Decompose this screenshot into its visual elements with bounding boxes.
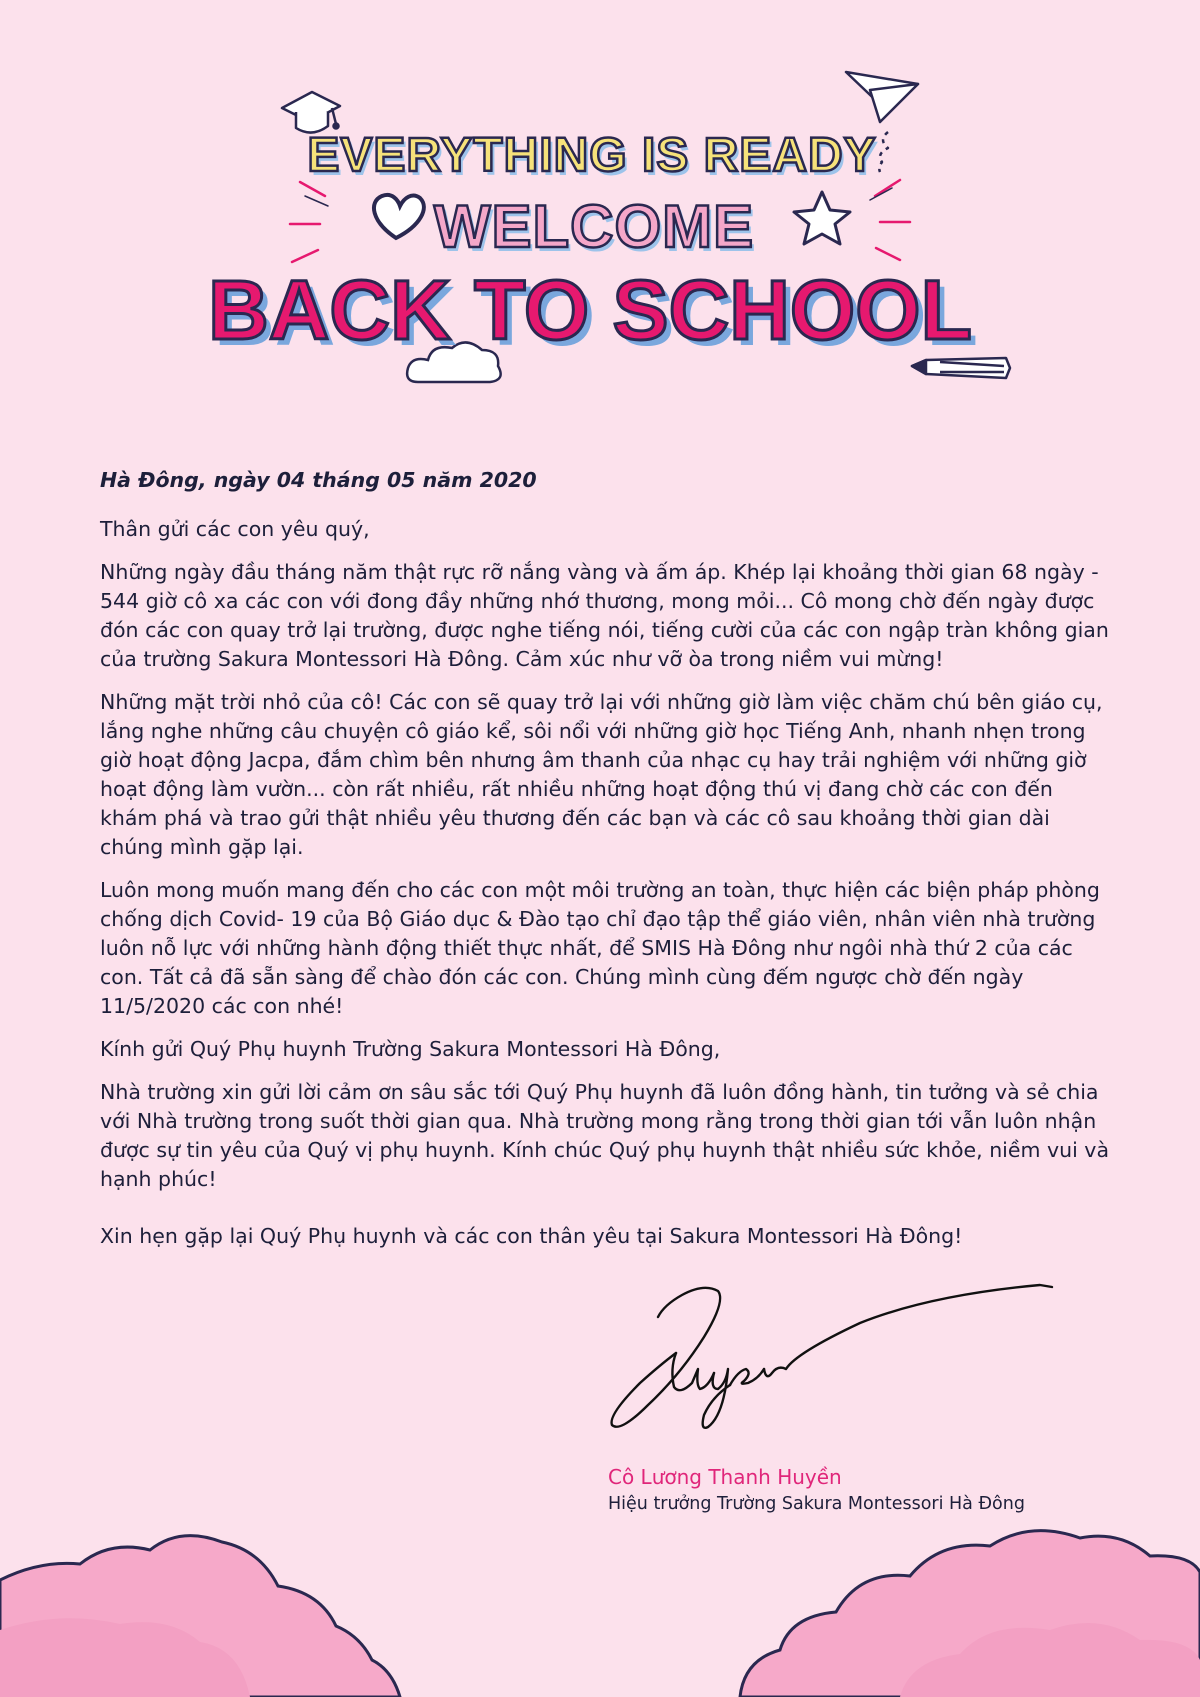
pencil-icon (912, 358, 1010, 378)
parent-paragraph: Nhà trường xin gửi lời cảm ơn sâu sắc tới Quý Phụ huynh đã luôn đồng hành, tin tưởng và sẻ chia với Nhà trường trong suốt thời gian qua. Nhà trường mong rằng trong thời gian tới vẫn luôn nhận được sự tin yêu của Quý vị phụ huynh. Kính chúc Quý phụ huynh thật nhiều sức khỏe, niềm vui và hạnh phúc! (100, 1080, 1110, 1191)
letter-body (100, 466, 1110, 1265)
graduation-cap-icon (282, 92, 340, 133)
back-to-school-banner (0, 0, 1200, 420)
signer-title: Hiệu trưởng Trường Sakura Montessori Hà Đông (608, 1494, 1025, 1514)
headline-back-to-school: BACK TO SCHOOL (208, 263, 972, 357)
signer-name: Cô Lương Thanh Huyền (608, 1465, 842, 1489)
headline-welcome: WELCOME (433, 193, 755, 260)
bottom-clouds (0, 1520, 1200, 1697)
letter-greeting: Thân gửi các con yêu quý, (100, 517, 370, 541)
headline-everything-is-ready: EVERYTHING IS READY (307, 129, 877, 182)
letter-paragraph-2: Những mặt trời nhỏ của cô! Các con sẽ quay trở lại với những giờ làm việc chăm chú bên giáo cụ, lắng nghe những câu chuyện cô giáo kể, sôi nổi với những giờ học Tiếng Anh, nhanh nhẹn trong giờ hoạt động Jacpa, đắm chìm bên nhưng âm thanh của nhạc cụ hay trải nghiệm với những giờ hoạt động làm vườn... còn rất nhiều, rất nhiều những hoạt động thú vị đang chờ các con đến khám phá và trao gửi thật nhiều yêu thương đến các bạn và các cô sau khoảng thời gian dài chúng mình gặp lại. (100, 690, 1103, 859)
parent-greeting: Kính gửi Quý Phụ huynh Trường Sakura Montessori Hà Đông, (100, 1037, 721, 1061)
letter-paragraph-1: Những ngày đầu tháng năm thật rực rỡ nắng vàng và ấm áp. Khép lại khoảng thời gian 68 ngày - 544 giờ cô xa các con với đong đầy những nhớ thương, mong mỏi... Cô mong chờ đến ngày được đón các con quay trở lại trường, được nghe tiếng nói, tiếng cười của các con ngập tràn không gian của trường Sakura Montessori Hà Đông. Cảm xúc như vỡ òa trong niềm vui mừng! (100, 560, 1109, 671)
handwritten-signature (600, 1265, 1060, 1450)
letter-paragraph-3: Luôn mong muốn mang đến cho các con một môi trường an toàn, thực hiện các biện pháp phòng chống dịch Covid- 19 của Bộ Giáo dục & Đào tạo chỉ đạo tập thể giáo viên, nhân viên nhà trường luôn nỗ lực với những hành động thiết thực nhất, để SMIS Hà Đông như ngôi nhà thứ 2 của các con. Tất cả đã sẵn sàng để chào đón các con. Chúng mình cùng đếm ngược chờ đến ngày 11/5/2020 các con nhé! (100, 878, 1100, 1018)
letter-date: Hà Đông, ngày 04 tháng 05 năm 2020 (100, 468, 537, 492)
letter-closing: Xin hẹn gặp lại Quý Phụ huynh và các con thân yêu tại Sakura Montessori Hà Đông! (100, 1224, 963, 1248)
